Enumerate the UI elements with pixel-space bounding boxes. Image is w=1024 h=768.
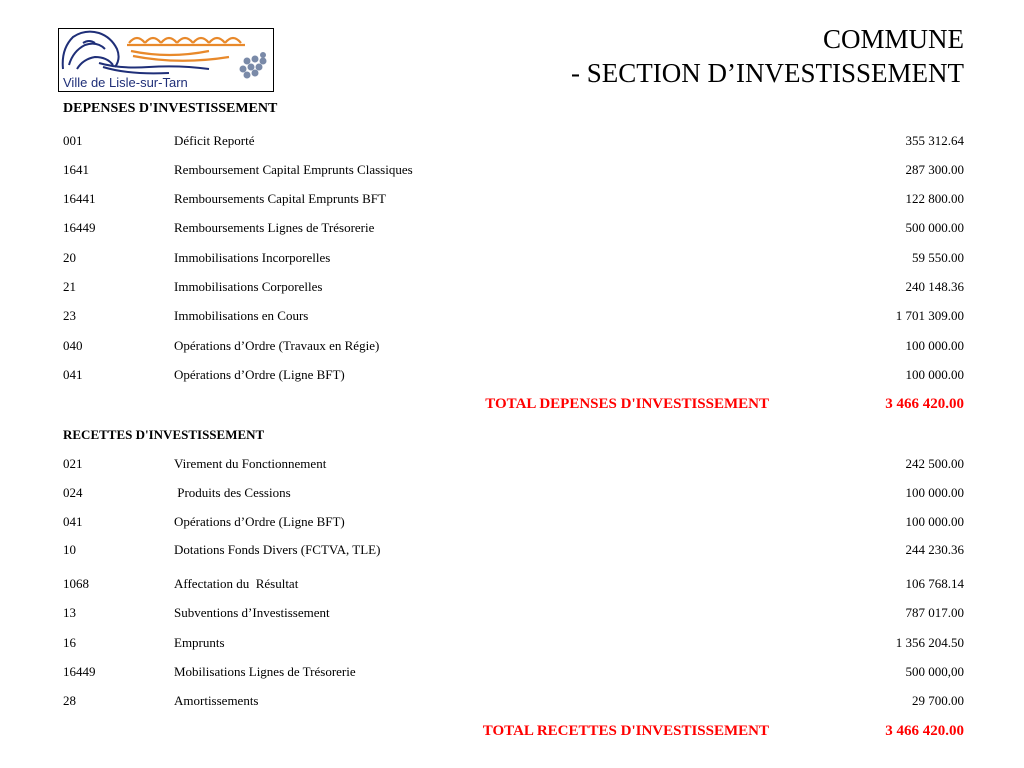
recettes-heading: RECETTES D'INVESTISSEMENT xyxy=(63,427,265,442)
account-label: Emprunts xyxy=(174,635,225,650)
account-label: Affectation du Résultat xyxy=(174,576,299,591)
account-code: 10 xyxy=(63,542,76,557)
account-label: Opérations d’Ordre (Ligne BFT) xyxy=(174,514,345,529)
account-code: 16449 xyxy=(63,220,96,235)
account-code: 041 xyxy=(63,367,83,382)
depenses-row xyxy=(63,249,964,267)
account-code: 16 xyxy=(63,635,76,650)
account-code: 041 xyxy=(63,514,83,529)
account-amount: 500 000,00 xyxy=(905,664,964,679)
page-title xyxy=(571,22,964,90)
title-line-2: - SECTION D’INVESTISSEMENT xyxy=(571,58,964,88)
account-code: 16441 xyxy=(63,191,96,206)
account-amount: 787 017.00 xyxy=(905,605,964,620)
recettes-row xyxy=(63,484,964,502)
account-label: Opérations d’Ordre (Travaux en Régie) xyxy=(174,338,380,353)
account-label: Virement du Fonctionnement xyxy=(174,456,327,471)
account-code: 1641 xyxy=(63,162,89,177)
account-label: Remboursements Capital Emprunts BFT xyxy=(174,191,386,206)
recettes-row xyxy=(63,455,964,473)
recettes-row xyxy=(63,513,964,531)
account-amount: 106 768.14 xyxy=(905,576,964,591)
account-amount: 244 230.36 xyxy=(905,542,964,557)
town-logo xyxy=(58,28,274,92)
account-amount: 29 700.00 xyxy=(912,693,964,708)
account-amount: 59 550.00 xyxy=(912,250,964,265)
account-label: Remboursements Lignes de Trésorerie xyxy=(174,220,375,235)
depenses-row xyxy=(63,307,964,325)
depenses-row xyxy=(63,278,964,296)
account-code: 021 xyxy=(63,456,83,471)
account-label: Dotations Fonds Divers (FCTVA, TLE) xyxy=(174,542,381,557)
account-amount: 240 148.36 xyxy=(905,279,964,294)
depenses-row xyxy=(63,366,964,384)
account-label: Produits des Cessions xyxy=(174,485,291,500)
account-code: 001 xyxy=(63,133,83,148)
account-amount: 242 500.00 xyxy=(905,456,964,471)
depenses-row xyxy=(63,337,964,355)
account-label: Déficit Reporté xyxy=(174,133,255,148)
account-code: 040 xyxy=(63,338,83,353)
account-code: 024 xyxy=(63,485,83,500)
recettes-row xyxy=(63,692,964,710)
account-amount: 100 000.00 xyxy=(905,485,964,500)
account-code: 13 xyxy=(63,605,76,620)
account-label: Mobilisations Lignes de Trésorerie xyxy=(174,664,356,679)
logo-image xyxy=(59,29,273,91)
recettes-row xyxy=(63,541,964,559)
total-label: TOTAL RECETTES D'INVESTISSEMENT xyxy=(482,723,769,739)
account-amount: 100 000.00 xyxy=(905,367,964,382)
account-code: 20 xyxy=(63,250,76,265)
total-label: TOTAL DEPENSES D'INVESTISSEMENT xyxy=(485,396,769,412)
account-code: 21 xyxy=(63,279,76,294)
account-label: Subventions d’Investissement xyxy=(174,605,330,620)
account-label: Remboursement Capital Emprunts Classiques xyxy=(174,162,413,177)
depenses-total xyxy=(63,394,964,414)
account-amount: 100 000.00 xyxy=(905,338,964,353)
account-label: Immobilisations Corporelles xyxy=(174,279,323,294)
account-label: Opérations d’Ordre (Ligne BFT) xyxy=(174,367,345,382)
depenses-row xyxy=(63,190,964,208)
depenses-heading: DEPENSES D'INVESTISSEMENT xyxy=(63,101,278,116)
recettes-row xyxy=(63,663,964,681)
recettes-row xyxy=(63,634,964,652)
account-amount: 500 000.00 xyxy=(905,220,964,235)
account-label: Amortissements xyxy=(174,693,259,708)
account-amount: 100 000.00 xyxy=(905,514,964,529)
recettes-row xyxy=(63,575,964,593)
account-amount: 1 356 204.50 xyxy=(895,635,964,650)
account-code: 16449 xyxy=(63,664,96,679)
account-amount: 287 300.00 xyxy=(905,162,964,177)
logo-text: Ville de Lisle-sur-Tarn xyxy=(63,75,188,90)
account-code: 23 xyxy=(63,308,76,323)
account-amount: 122 800.00 xyxy=(905,191,964,206)
depenses-row xyxy=(63,132,964,150)
title-line-1: COMMUNE xyxy=(822,24,964,54)
account-amount: 355 312.64 xyxy=(905,133,964,148)
account-label: Immobilisations en Cours xyxy=(174,308,309,323)
recettes-row xyxy=(63,604,964,622)
depenses-row xyxy=(63,161,964,179)
account-code: 1068 xyxy=(63,576,89,591)
account-code: 28 xyxy=(63,693,76,708)
account-label: Immobilisations Incorporelles xyxy=(174,250,331,265)
depenses-row xyxy=(63,219,964,237)
account-amount: 1 701 309.00 xyxy=(895,308,964,323)
total-amount: 3 466 420.00 xyxy=(885,396,964,412)
total-amount: 3 466 420.00 xyxy=(885,723,964,739)
recettes-total xyxy=(63,721,964,741)
